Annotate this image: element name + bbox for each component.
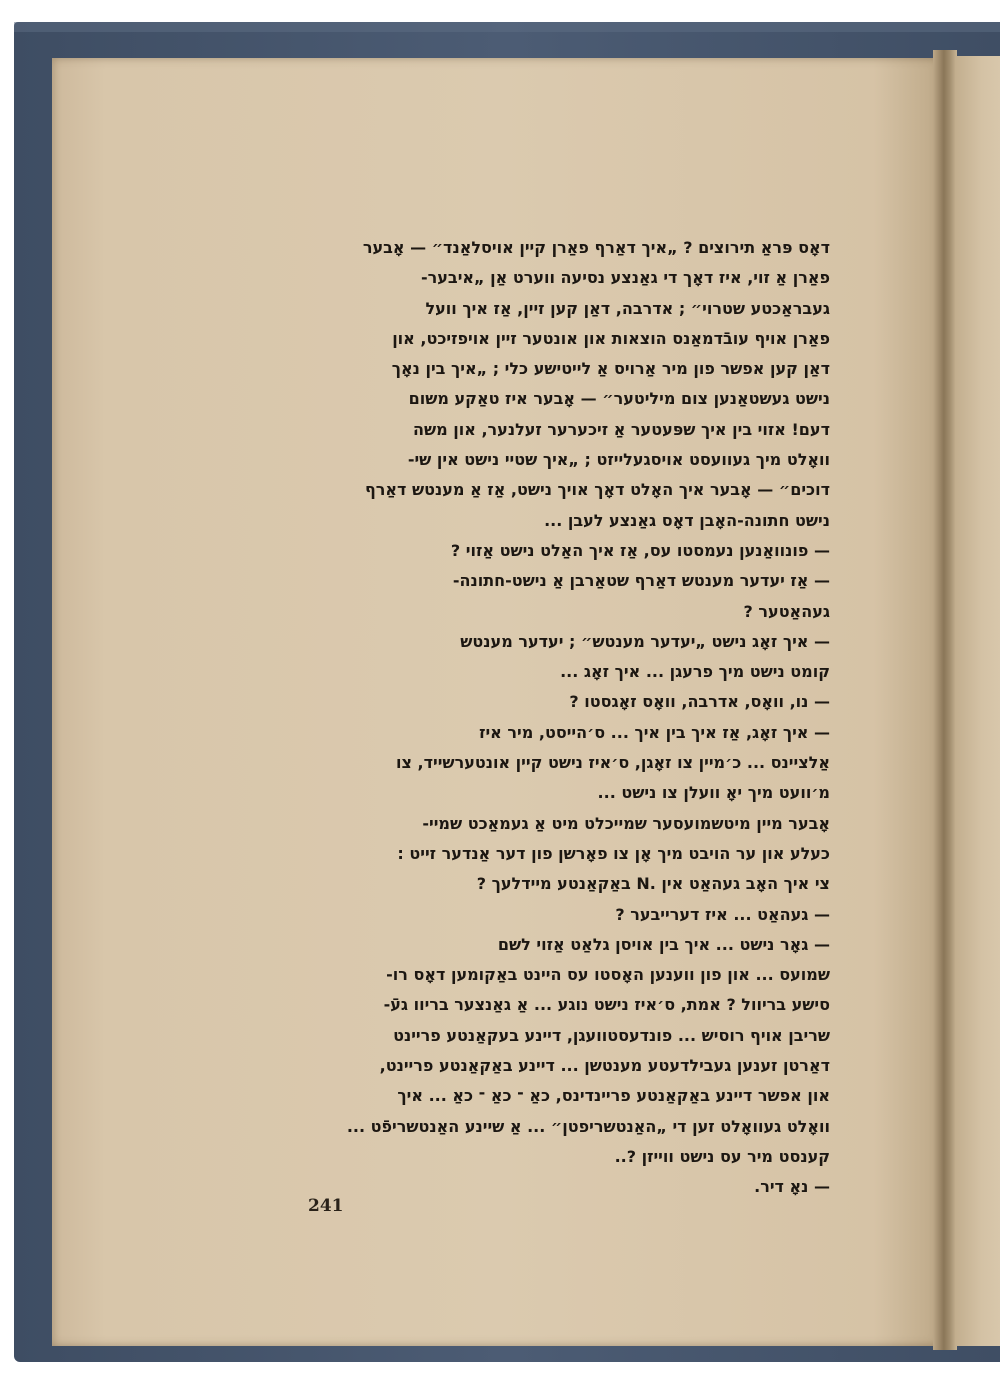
text-line: שמועס ... און פון ווענען האָסטו עס היינט באַקומען דאָס רו-	[386, 965, 830, 985]
text-line: נישט געשטאַנען צום מיליטער״ — אָבער איז טאַקע משום	[408, 389, 830, 409]
text-line: געבראַכטע שטרוי״ ; אדרבה, דאַן קען זיין, אַז איך וועל	[425, 298, 830, 318]
text-line: דאַן קען אפשר פון מיר אַרויס אַ לייטישע כלי ; „איך בין נאָך	[391, 359, 830, 379]
text-line: צי איך האָב געהאַט אין .N באַקאַנטע מיידלעך ?	[476, 874, 830, 894]
text-line: — נאָ דיר.	[754, 1177, 830, 1197]
text-line: וואָלט געוואָלט זען די „האַנטשריפטן״ ... אַ שיינע האַנטשריפֿט ...	[346, 1116, 830, 1136]
page-number: 241	[308, 1196, 344, 1216]
text-line: פאַרן אויף עובֿדמאַנס הוצאות און אונטער זיין אויפזיכט, און	[392, 328, 830, 348]
text-line: מ׳וועט מיך יאָ וועלן צו נישט ...	[597, 783, 830, 803]
page-text	[298, 233, 830, 1203]
text-line: — גאָר נישט ... איך בין אויסן גלאַט אַזוי לשם	[497, 934, 830, 954]
text-line: דעם! אזוי בין איך שפּעטער אַ זיכערער זעלנער, און משה	[412, 419, 830, 439]
text-line: קומט נישט מיך פרעגן ... איך זאָג ...	[560, 662, 830, 682]
text-line: אָבער מיין מיטשמועסער שמייכלט מיט אַ געמאַכט שמיי-	[422, 813, 830, 833]
facing-page-edge	[955, 56, 1000, 1346]
text-line: כעלע און ער הויבט מיך אָן צו פאָרשן פון דער אַנדער זייט :	[397, 843, 830, 863]
text-line: סישע בריוול ? אמת, ס׳איז נישט נוגע ... אַ גאַנצער בריוו געֿ-	[383, 995, 830, 1015]
text-line: — געהאַט ... איז דערייבער ?	[615, 904, 830, 924]
text-line: — אַז יעדער מענטש דאַרף שטאַרבן אַ נישט-חתונה-	[452, 571, 830, 591]
text-line: און אפשר דיינע באַקאַנטע פריינדינס, כאַ ־ כאַ ־ כאַ ... איך	[397, 1086, 830, 1106]
text-line: — איך זאָג, אַז איך בין איך ... ס׳הייסט, מיר איז	[479, 722, 830, 742]
book-gutter	[933, 50, 957, 1350]
text-line: נישט חתונה-האָבן דאָס גאַנצע לעבן ...	[544, 510, 830, 530]
text-line: פאַרן אַ זוי, איז דאָך די גאַנצע נסיעה ווערט אַן „איבער-	[421, 268, 830, 288]
text-line: געהאַטער ?	[743, 601, 830, 621]
text-line: וואָלט מיך געוועסט אויסגעלייזט ; „איך שטיי נישט אין שי-	[407, 450, 830, 470]
text-line: דוכים״ — אָבער איך האָלט דאָך אויך נישט, אַז אַ מענטש דאַרף	[364, 480, 830, 500]
text-line: דאָס פּראַ תירוצים ? „איך דאַרף פאַרן קיין אויסלאַנד״ — אָבער	[362, 238, 830, 257]
text-line: שריבן אויף רוסיש ... פונדעסטוועגן, דיינע בעקאַנטע פריינט	[393, 1025, 830, 1045]
text-line: — נו, וואָס, אדרבה, וואָס זאָגסטו ?	[569, 692, 830, 712]
cover-top-edge	[14, 22, 1000, 32]
text-line: קענסט מיר עס נישט ווייזן ?..	[614, 1146, 830, 1166]
text-line: — איך זאָג נישט „יעדער מענטש״ ; יעדער מענטש	[460, 631, 830, 651]
text-line: — פונוואַנען נעמסטו עס, אַז איך האַלט נישט אַזוי ?	[450, 540, 830, 560]
text-line: דאַרטן זענען געבילדעטע מענטשן ... דיינע באַקאַנטע פריינט,	[379, 1056, 830, 1076]
text-line: אַלציינס ... כ׳מיין צו זאָגן, ס׳איז נישט קיין אונטערשייד, צו	[396, 753, 830, 773]
